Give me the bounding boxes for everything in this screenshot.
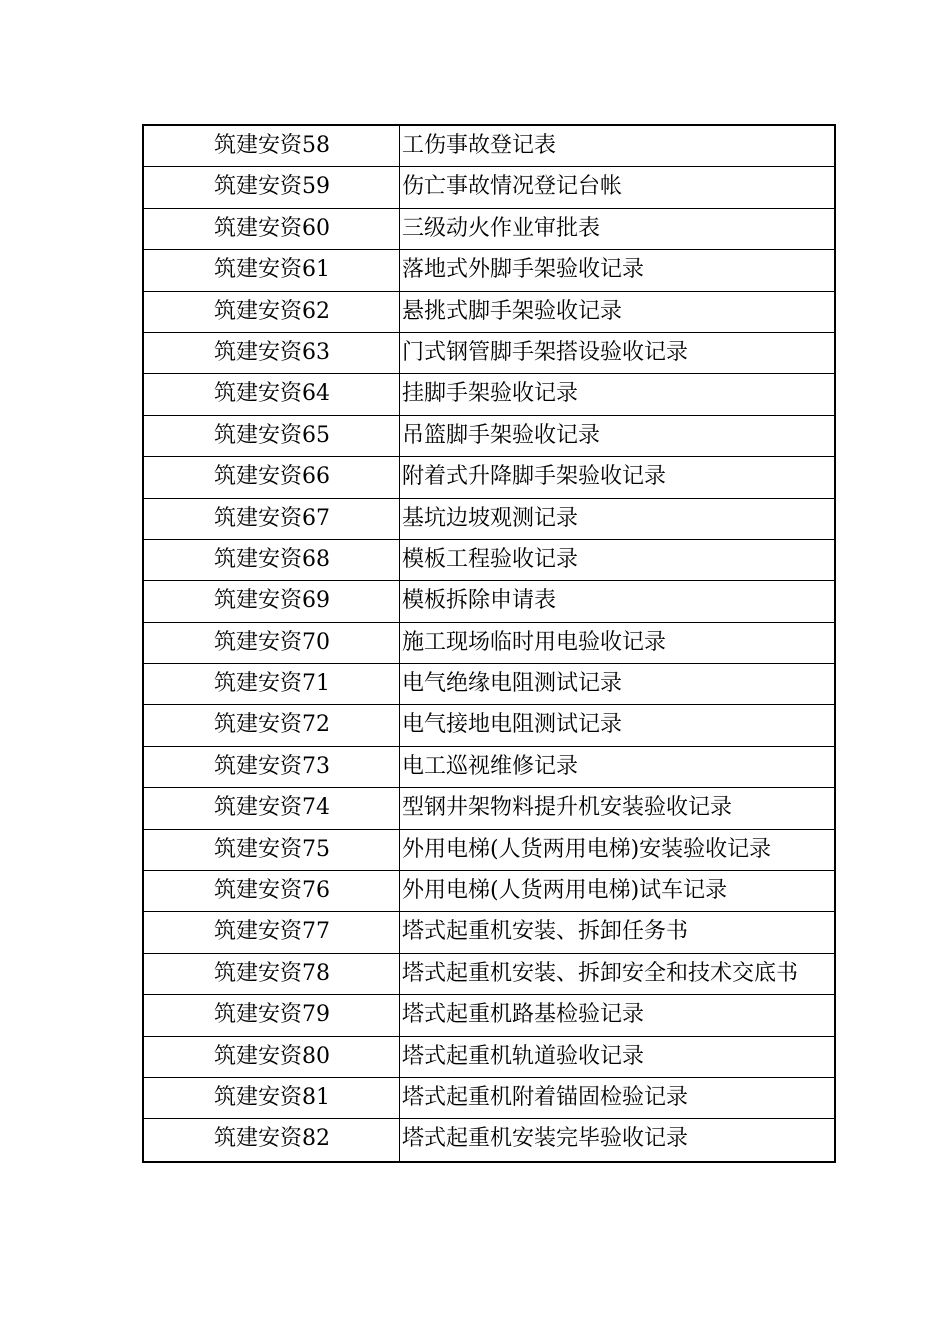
form-code-cell: 筑建安资68: [144, 540, 400, 580]
form-code-cell: 筑建安资62: [144, 292, 400, 332]
form-code-cell: 筑建安资77: [144, 912, 400, 952]
form-name-cell: 电工巡视维修记录: [402, 753, 579, 779]
table-row: [144, 581, 834, 622]
form-code-cell: 筑建安资72: [144, 705, 400, 745]
form-name-cell: 电气接地电阻测试记录: [402, 712, 623, 738]
form-code-cell: 筑建安资74: [144, 788, 400, 828]
form-name-cell: 塔式起重机路基检验记录: [402, 1002, 645, 1028]
form-name-cell: 外用电梯(人货两用电梯)试车记录: [402, 878, 728, 904]
table-row: [144, 1119, 834, 1160]
form-code-cell: 筑建安资71: [144, 664, 400, 704]
table-row: [144, 333, 834, 374]
table-row: [144, 292, 834, 333]
form-code-cell: 筑建安资61: [144, 250, 400, 290]
form-code-cell: 筑建安资59: [144, 167, 400, 207]
table-row: [144, 499, 834, 540]
form-name-cell: 悬挑式脚手架验收记录: [402, 298, 623, 324]
table-row: [144, 830, 834, 871]
form-name-cell: 落地式外脚手架验收记录: [402, 257, 645, 283]
table-row: [144, 374, 834, 415]
table-row: [144, 209, 834, 250]
table-row: [144, 912, 834, 953]
table-row: [144, 705, 834, 746]
form-name-cell: 塔式起重机安装、拆卸安全和技术交底书: [402, 960, 799, 986]
form-code-cell: 筑建安资75: [144, 830, 400, 870]
form-name-cell: 塔式起重机轨道验收记录: [402, 1043, 645, 1069]
table-row: [144, 126, 834, 167]
form-code-cell: 筑建安资64: [144, 374, 400, 414]
table-row: [144, 664, 834, 705]
table-row: [144, 954, 834, 995]
form-code-cell: 筑建安资76: [144, 871, 400, 911]
form-name-cell: 塔式起重机安装、拆卸任务书: [402, 919, 689, 945]
form-name-cell: 塔式起重机附着锚固检验记录: [402, 1084, 689, 1110]
form-code-cell: 筑建安资80: [144, 1037, 400, 1077]
form-name-cell: 吊篮脚手架验收记录: [402, 422, 601, 448]
form-code-cell: 筑建安资79: [144, 995, 400, 1035]
form-name-cell: 模板拆除申请表: [402, 588, 557, 614]
table-row: [144, 995, 834, 1036]
form-name-cell: 附着式升降脚手架验收记录: [402, 464, 667, 490]
form-name-cell: 模板工程验收记录: [402, 546, 579, 572]
form-code-cell: 筑建安资69: [144, 581, 400, 621]
form-name-cell: 外用电梯(人货两用电梯)安装验收记录: [402, 836, 772, 862]
form-code-cell: 筑建安资66: [144, 457, 400, 497]
form-name-cell: 伤亡事故情况登记台帐: [402, 174, 623, 200]
form-name-cell: 三级动火作业审批表: [402, 215, 601, 241]
form-code-cell: 筑建安资65: [144, 416, 400, 456]
table-row: [144, 871, 834, 912]
table-row: [144, 167, 834, 208]
form-code-cell: 筑建安资70: [144, 623, 400, 663]
form-name-cell: 电气绝缘电阻测试记录: [402, 671, 623, 697]
form-code-cell: 筑建安资82: [144, 1119, 400, 1160]
form-name-cell: 挂脚手架验收记录: [402, 381, 579, 407]
table-row: [144, 788, 834, 829]
form-code-cell: 筑建安资67: [144, 499, 400, 539]
form-name-cell: 工伤事故登记表: [402, 133, 557, 158]
form-name-cell: 施工现场临时用电验收记录: [402, 629, 667, 655]
form-name-cell: 型钢井架物料提升机安装验收记录: [402, 795, 733, 821]
document-table: [142, 124, 836, 1163]
form-code-cell: 筑建安资73: [144, 747, 400, 787]
table-row: [144, 250, 834, 291]
table-row: [144, 747, 834, 788]
table-row: [144, 540, 834, 581]
form-code-cell: 筑建安资63: [144, 333, 400, 373]
form-code-cell: 筑建安资81: [144, 1078, 400, 1118]
form-code-cell: 筑建安资78: [144, 954, 400, 994]
table-row: [144, 1037, 834, 1078]
form-name-cell: 基坑边坡观测记录: [402, 505, 579, 531]
form-code-cell: 筑建安资60: [144, 209, 400, 249]
table-row: [144, 623, 834, 664]
form-code-cell: 筑建安资58: [144, 126, 400, 166]
table-row: [144, 457, 834, 498]
form-name-cell: 塔式起重机安装完毕验收记录: [402, 1126, 689, 1152]
table-row: [144, 1078, 834, 1119]
table-row: [144, 416, 834, 457]
form-name-cell: 门式钢管脚手架搭设验收记录: [402, 339, 689, 365]
